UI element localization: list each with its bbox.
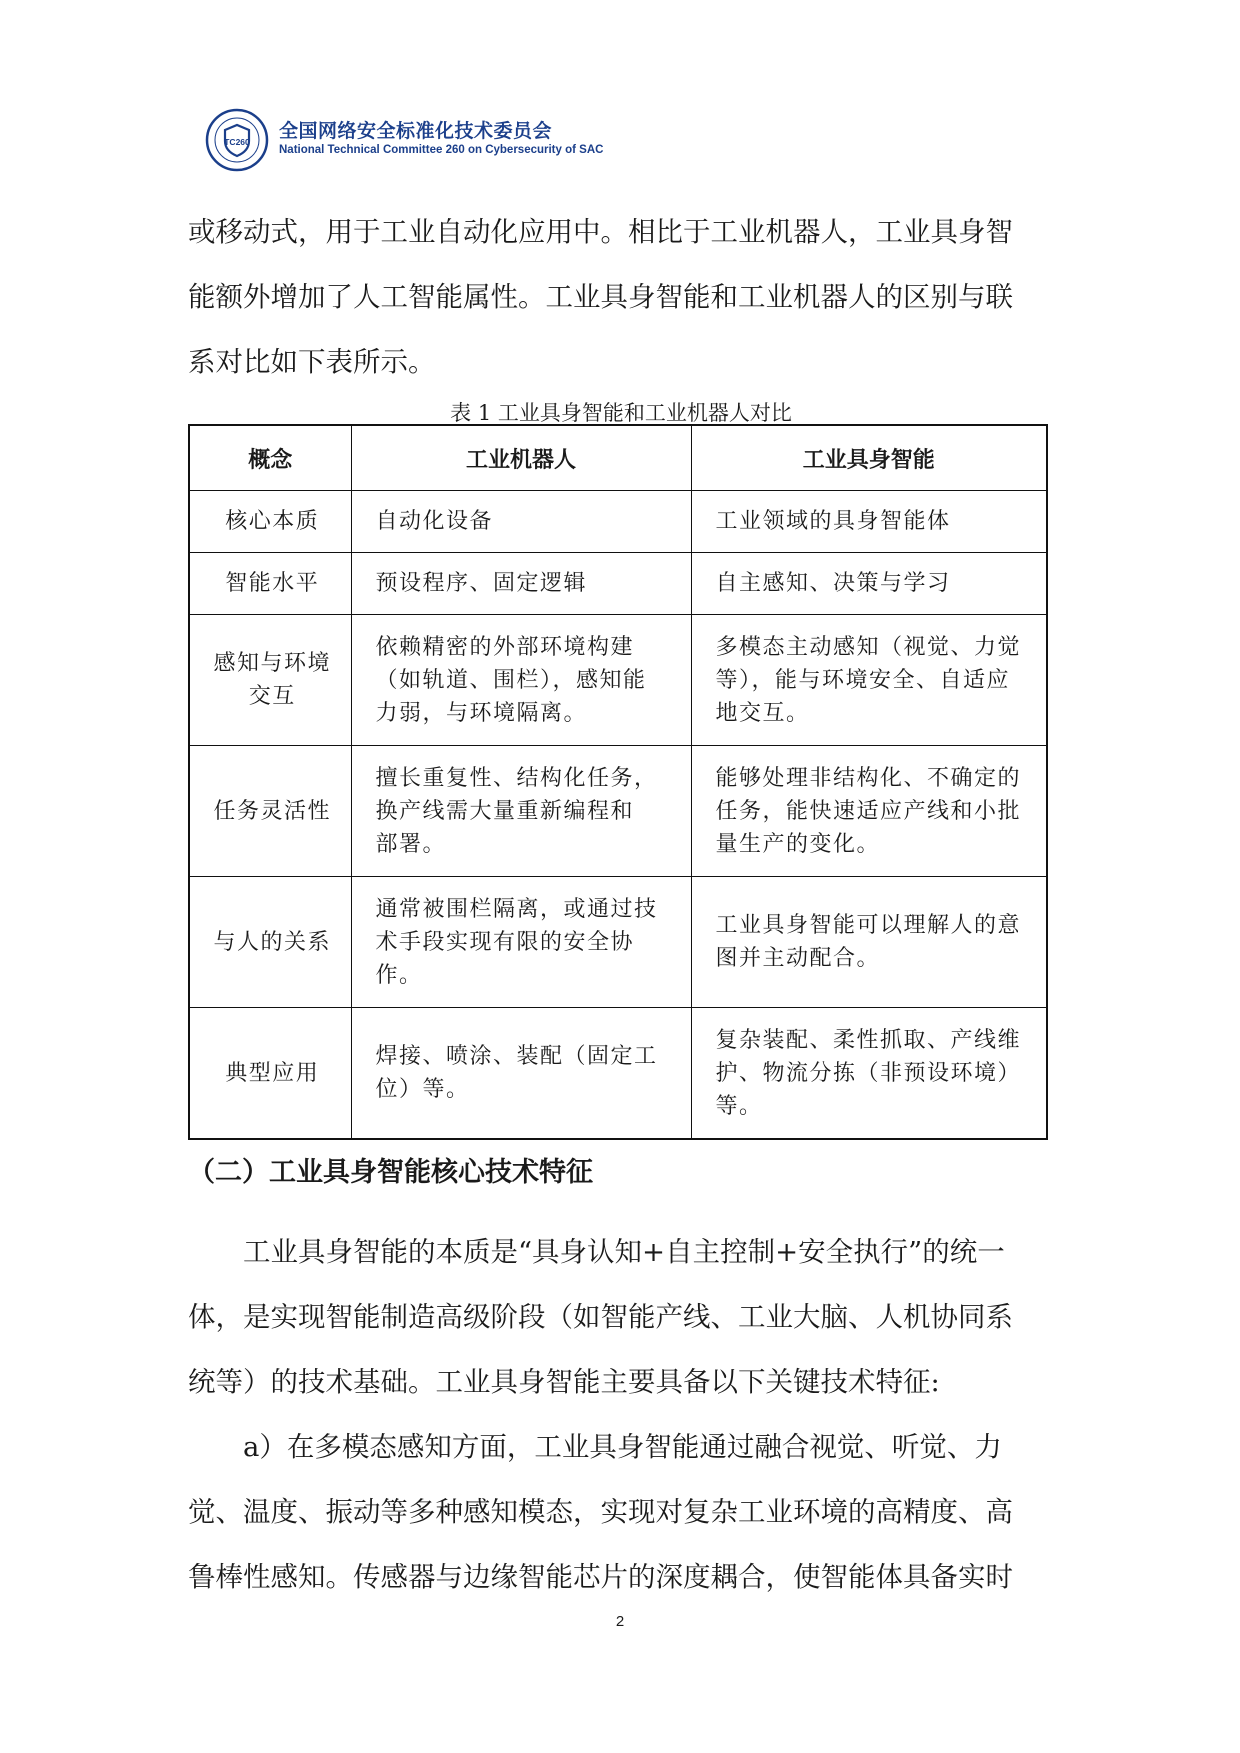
table-caption: 表 1 工业具身智能和工业机器人对比: [450, 401, 792, 425]
section-heading: （二）工业具身智能核心技术特征: [188, 1157, 593, 1188]
embodied-cell: 多模态主动感知（视觉、力觉 等），能与环境安全、自适应 地交互。: [691, 615, 1047, 746]
robot-cell: 预设程序、固定逻辑: [351, 553, 691, 615]
text-line: 统等）的技术基础。工业具身智能主要具备以下关键技术特征:: [188, 1366, 940, 1398]
page-header: [205, 108, 705, 174]
embodied-cell: 复杂装配、柔性抓取、产线维 护、物流分拣（非预设环境） 等。: [691, 1008, 1047, 1140]
text-line: a）在多模态感知方面，工业具身智能通过融合视觉、听觉、力: [188, 1431, 1002, 1463]
robot-cell: 自动化设备: [351, 491, 691, 553]
text-line: 或移动式，用于工业自动化应用中。相比于工业机器人，工业具身智: [188, 216, 1013, 248]
text-line: 工业具身智能的本质是“具身认知+自主控制+安全执行”的统一: [188, 1236, 1005, 1268]
table-row: [189, 553, 1047, 615]
concept-cell: 与人的关系: [189, 877, 351, 1008]
header-concept: 概念: [189, 425, 351, 491]
concept-cell: 典型应用: [189, 1008, 351, 1140]
body-paragraph: [188, 1220, 1054, 1610]
logo-text: TC260: [224, 137, 250, 147]
text-line: 能额外增加了人工智能属性。工业具身智能和工业机器人的区别与联: [188, 281, 1013, 313]
robot-cell: 依赖精密的外部环境构建 （如轨道、围栏），感知能 力弱，与环境隔离。: [351, 615, 691, 746]
org-name-en: National Technical Committee 260 on Cybersecurity of SAC: [279, 144, 604, 156]
org-name-cn: 全国网络安全标准化技术委员会: [279, 120, 553, 142]
embodied-cell: 工业领域的具身智能体: [691, 491, 1047, 553]
intro-paragraph: [188, 200, 1054, 395]
shield-seal-icon: [205, 108, 269, 172]
header-embodied-ai: 工业具身智能: [691, 425, 1047, 491]
comparison-table: [188, 424, 1048, 1140]
concept-cell: 核心本质: [189, 491, 351, 553]
table-row: [189, 615, 1047, 746]
table-header-row: [189, 425, 1047, 491]
table-row: [189, 491, 1047, 553]
header-industrial-robot: 工业机器人: [351, 425, 691, 491]
text-line: 体，是实现智能制造高级阶段（如智能产线、工业大脑、人机协同系: [188, 1301, 1013, 1333]
concept-cell: 感知与环境 交互: [189, 615, 351, 746]
table-row: [189, 746, 1047, 877]
embodied-cell: 工业具身智能可以理解人的意 图并主动配合。: [691, 877, 1047, 1008]
table-row: [189, 877, 1047, 1008]
concept-cell: 智能水平: [189, 553, 351, 615]
page-number: 2: [615, 1613, 625, 1630]
concept-cell: 任务灵活性: [189, 746, 351, 877]
text-line: 系对比如下表所示。: [188, 346, 436, 378]
robot-cell: 通常被围栏隔离，或通过技 术手段实现有限的安全协 作。: [351, 877, 691, 1008]
robot-cell: 焊接、喷涂、装配（固定工 位）等。: [351, 1008, 691, 1140]
embodied-cell: 能够处理非结构化、不确定的 任务，能快速适应产线和小批 量生产的变化。: [691, 746, 1047, 877]
table-row: [189, 1008, 1047, 1140]
text-line: 觉、温度、振动等多种感知模态，实现对复杂工业环境的高精度、高: [188, 1496, 1013, 1528]
embodied-cell: 自主感知、决策与学习: [691, 553, 1047, 615]
text-line: 鲁棒性感知。传感器与边缘智能芯片的深度耦合，使智能体具备实时: [188, 1561, 1013, 1593]
robot-cell: 擅长重复性、结构化任务， 换产线需大量重新编程和 部署。: [351, 746, 691, 877]
